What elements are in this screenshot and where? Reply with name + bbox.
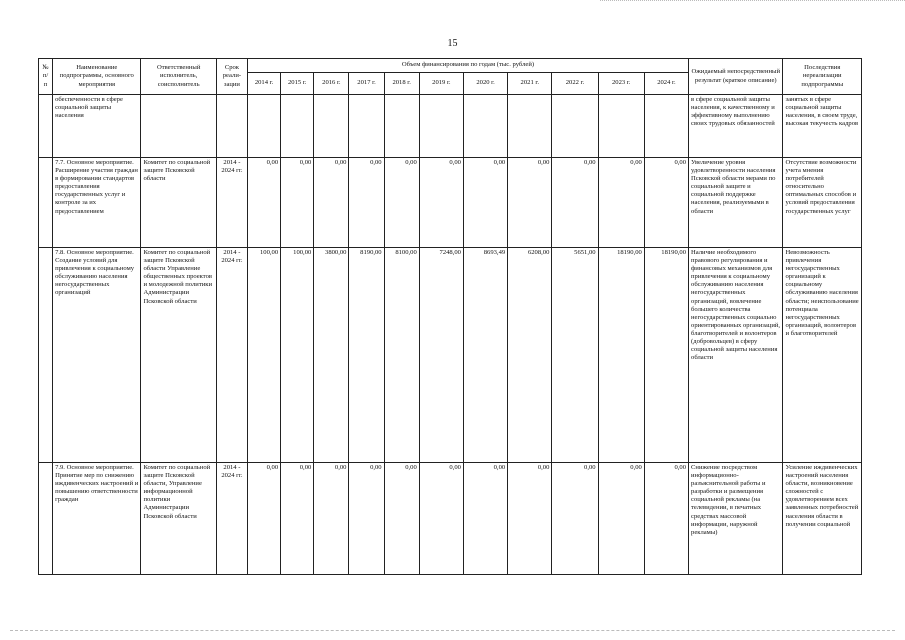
row-value [598, 95, 644, 158]
row-value: 8190,00 [349, 248, 384, 463]
header-year: 2014 г. [247, 73, 280, 95]
header-row-1 [39, 59, 862, 73]
row-value: 0,00 [281, 158, 314, 248]
row-term: 2014 - 2024 гг. [216, 158, 247, 248]
row-value: 0,00 [281, 463, 314, 575]
header-consequences: Последствия нереализации подпрограммы [783, 59, 862, 95]
header-year: 2021 г. [508, 73, 552, 95]
row-name: 7.9. Основное мероприятие. Принятие мер по снижению иждивенческих настроений и повышению ответственности граждан [53, 463, 141, 575]
page-number: 15 [447, 38, 458, 49]
row-executor: Комитет по социальной защите Псковской области [141, 158, 216, 248]
row-term: 2014 - 2024 гг. [216, 463, 247, 575]
row-name: обеспеченности в сфере социальной защиты населения [53, 95, 141, 158]
header-num: № п/ п [39, 59, 53, 95]
row-value: 0,00 [463, 158, 507, 248]
row-value: 0,00 [552, 158, 598, 248]
row-value: 0,00 [384, 463, 419, 575]
row-value: 6208,00 [508, 248, 552, 463]
row-result: в сфере социальной защиты населения, к качественному и эффективному выполнению своих трудовых обязанностей [689, 95, 783, 158]
header-year: 2024 г. [644, 73, 688, 95]
row-value [419, 95, 463, 158]
row-result: Наличие необходимого правового регулирования и финансовых механизмов для привлечения к социальному обслуживанию населения негосударственных организаций, вовлечение большего количества негосударственных социально ориентированных организаций, благотворителей и волонтеров (добровольцев) в сферу социальной защиты населения области [689, 248, 783, 463]
row-value: 0,00 [644, 158, 688, 248]
row-name: 7.8. Основное мероприятие. Создание условий для привлечения к социальному обслуживанию населения негосударственных организаций [53, 248, 141, 463]
row-consequences: занятых в сфере социальной защиты населения, в своем труде, высокая текучесть кадров [783, 95, 862, 158]
top-scan-line [600, 0, 905, 3]
row-num [39, 95, 53, 158]
header-name: Наименование подпрограммы, основного мероприятия [53, 59, 141, 95]
table-row [39, 463, 862, 575]
row-value: 5651,00 [552, 248, 598, 463]
row-value: 0,00 [419, 158, 463, 248]
row-value: 8693,49 [463, 248, 507, 463]
row-value: 0,00 [552, 463, 598, 575]
header-year: 2016 г. [314, 73, 349, 95]
row-value: 0,00 [419, 463, 463, 575]
row-value [644, 95, 688, 158]
row-executor: Комитет по социальной защите Псковской области Управление общественных проектов и молодежной политики Администрации Псковской области [141, 248, 216, 463]
row-value: 0,00 [463, 463, 507, 575]
table-row [39, 158, 862, 248]
row-value: 100,00 [247, 248, 280, 463]
row-result: Снижение посредством информационно-разъяснительной работы и разработки и размещения социальной рекламы (на телевидении, в печатных средствах массовой информации, наружной рекламы) [689, 463, 783, 575]
row-value [508, 95, 552, 158]
row-value: 0,00 [349, 158, 384, 248]
row-value [384, 95, 419, 158]
row-value: 18190,00 [598, 248, 644, 463]
row-value: 0,00 [247, 463, 280, 575]
row-num [39, 158, 53, 248]
header-year: 2018 г. [384, 73, 419, 95]
row-executor: Комитет по социальной защите Псковской области, Управление информационной политики Администрации Псковской области [141, 463, 216, 575]
row-name: 7.7. Основное мероприятие. Расширение участия граждан в формировании стандартов предоставления государственных услуг и контроле за их предоставлением [53, 158, 141, 248]
row-executor [141, 95, 216, 158]
row-value: 0,00 [598, 158, 644, 248]
row-term: 2014 - 2024 гг. [216, 248, 247, 463]
row-value [314, 95, 349, 158]
row-value: 0,00 [598, 463, 644, 575]
header-year: 2015 г. [281, 73, 314, 95]
row-value [281, 95, 314, 158]
row-num [39, 248, 53, 463]
row-value: 0,00 [314, 463, 349, 575]
row-value: 0,00 [314, 158, 349, 248]
bottom-scan-line [10, 630, 895, 633]
header-result: Ожидаемый непосредственный результат (краткое описание) [689, 59, 783, 95]
row-value [247, 95, 280, 158]
table-row [39, 95, 862, 158]
header-term: Срок реали-зации [216, 59, 247, 95]
row-value: 3800,00 [314, 248, 349, 463]
row-value: 7248,00 [419, 248, 463, 463]
row-value [463, 95, 507, 158]
row-value: 0,00 [508, 463, 552, 575]
row-consequences: Усиление иждивенческих настроений населения области, возникновение сложностей с удовлетворением всех заявленных потребностей населения области в получении социальной [783, 463, 862, 575]
table-row [39, 248, 862, 463]
row-consequences: Отсутствие возможности учета мнения потребителей относительно оптимальных способов и условий предоставления государственных услуг [783, 158, 862, 248]
row-value: 0,00 [349, 463, 384, 575]
row-term [216, 95, 247, 158]
header-executor: Ответственный исполнитель, соисполнитель [141, 59, 216, 95]
row-value: 100,00 [281, 248, 314, 463]
row-result: Увеличение уровня удовлетворенности населения Псковской области мерами по социальной защите и социальной поддержке населения, реализуемыми в области [689, 158, 783, 248]
row-value: 0,00 [508, 158, 552, 248]
row-value: 0,00 [384, 158, 419, 248]
row-value: 0,00 [644, 463, 688, 575]
row-num [39, 463, 53, 575]
row-value [552, 95, 598, 158]
row-consequences: Невозможность привлечения негосударственных организаций к социальному обслуживанию населения области; неиспользование потенциала негосударственных организаций, волонтеров и благотворителей [783, 248, 862, 463]
header-year: 2020 г. [463, 73, 507, 95]
row-value: 0,00 [247, 158, 280, 248]
row-value: 18190,00 [644, 248, 688, 463]
program-table [38, 58, 862, 575]
header-year: 2022 г. [552, 73, 598, 95]
header-year: 2019 г. [419, 73, 463, 95]
header-finance: Объем финансирования по годам (тыс. рублей) [247, 59, 688, 73]
header-year: 2023 г. [598, 73, 644, 95]
row-value [349, 95, 384, 158]
header-year: 2017 г. [349, 73, 384, 95]
row-value: 8100,00 [384, 248, 419, 463]
